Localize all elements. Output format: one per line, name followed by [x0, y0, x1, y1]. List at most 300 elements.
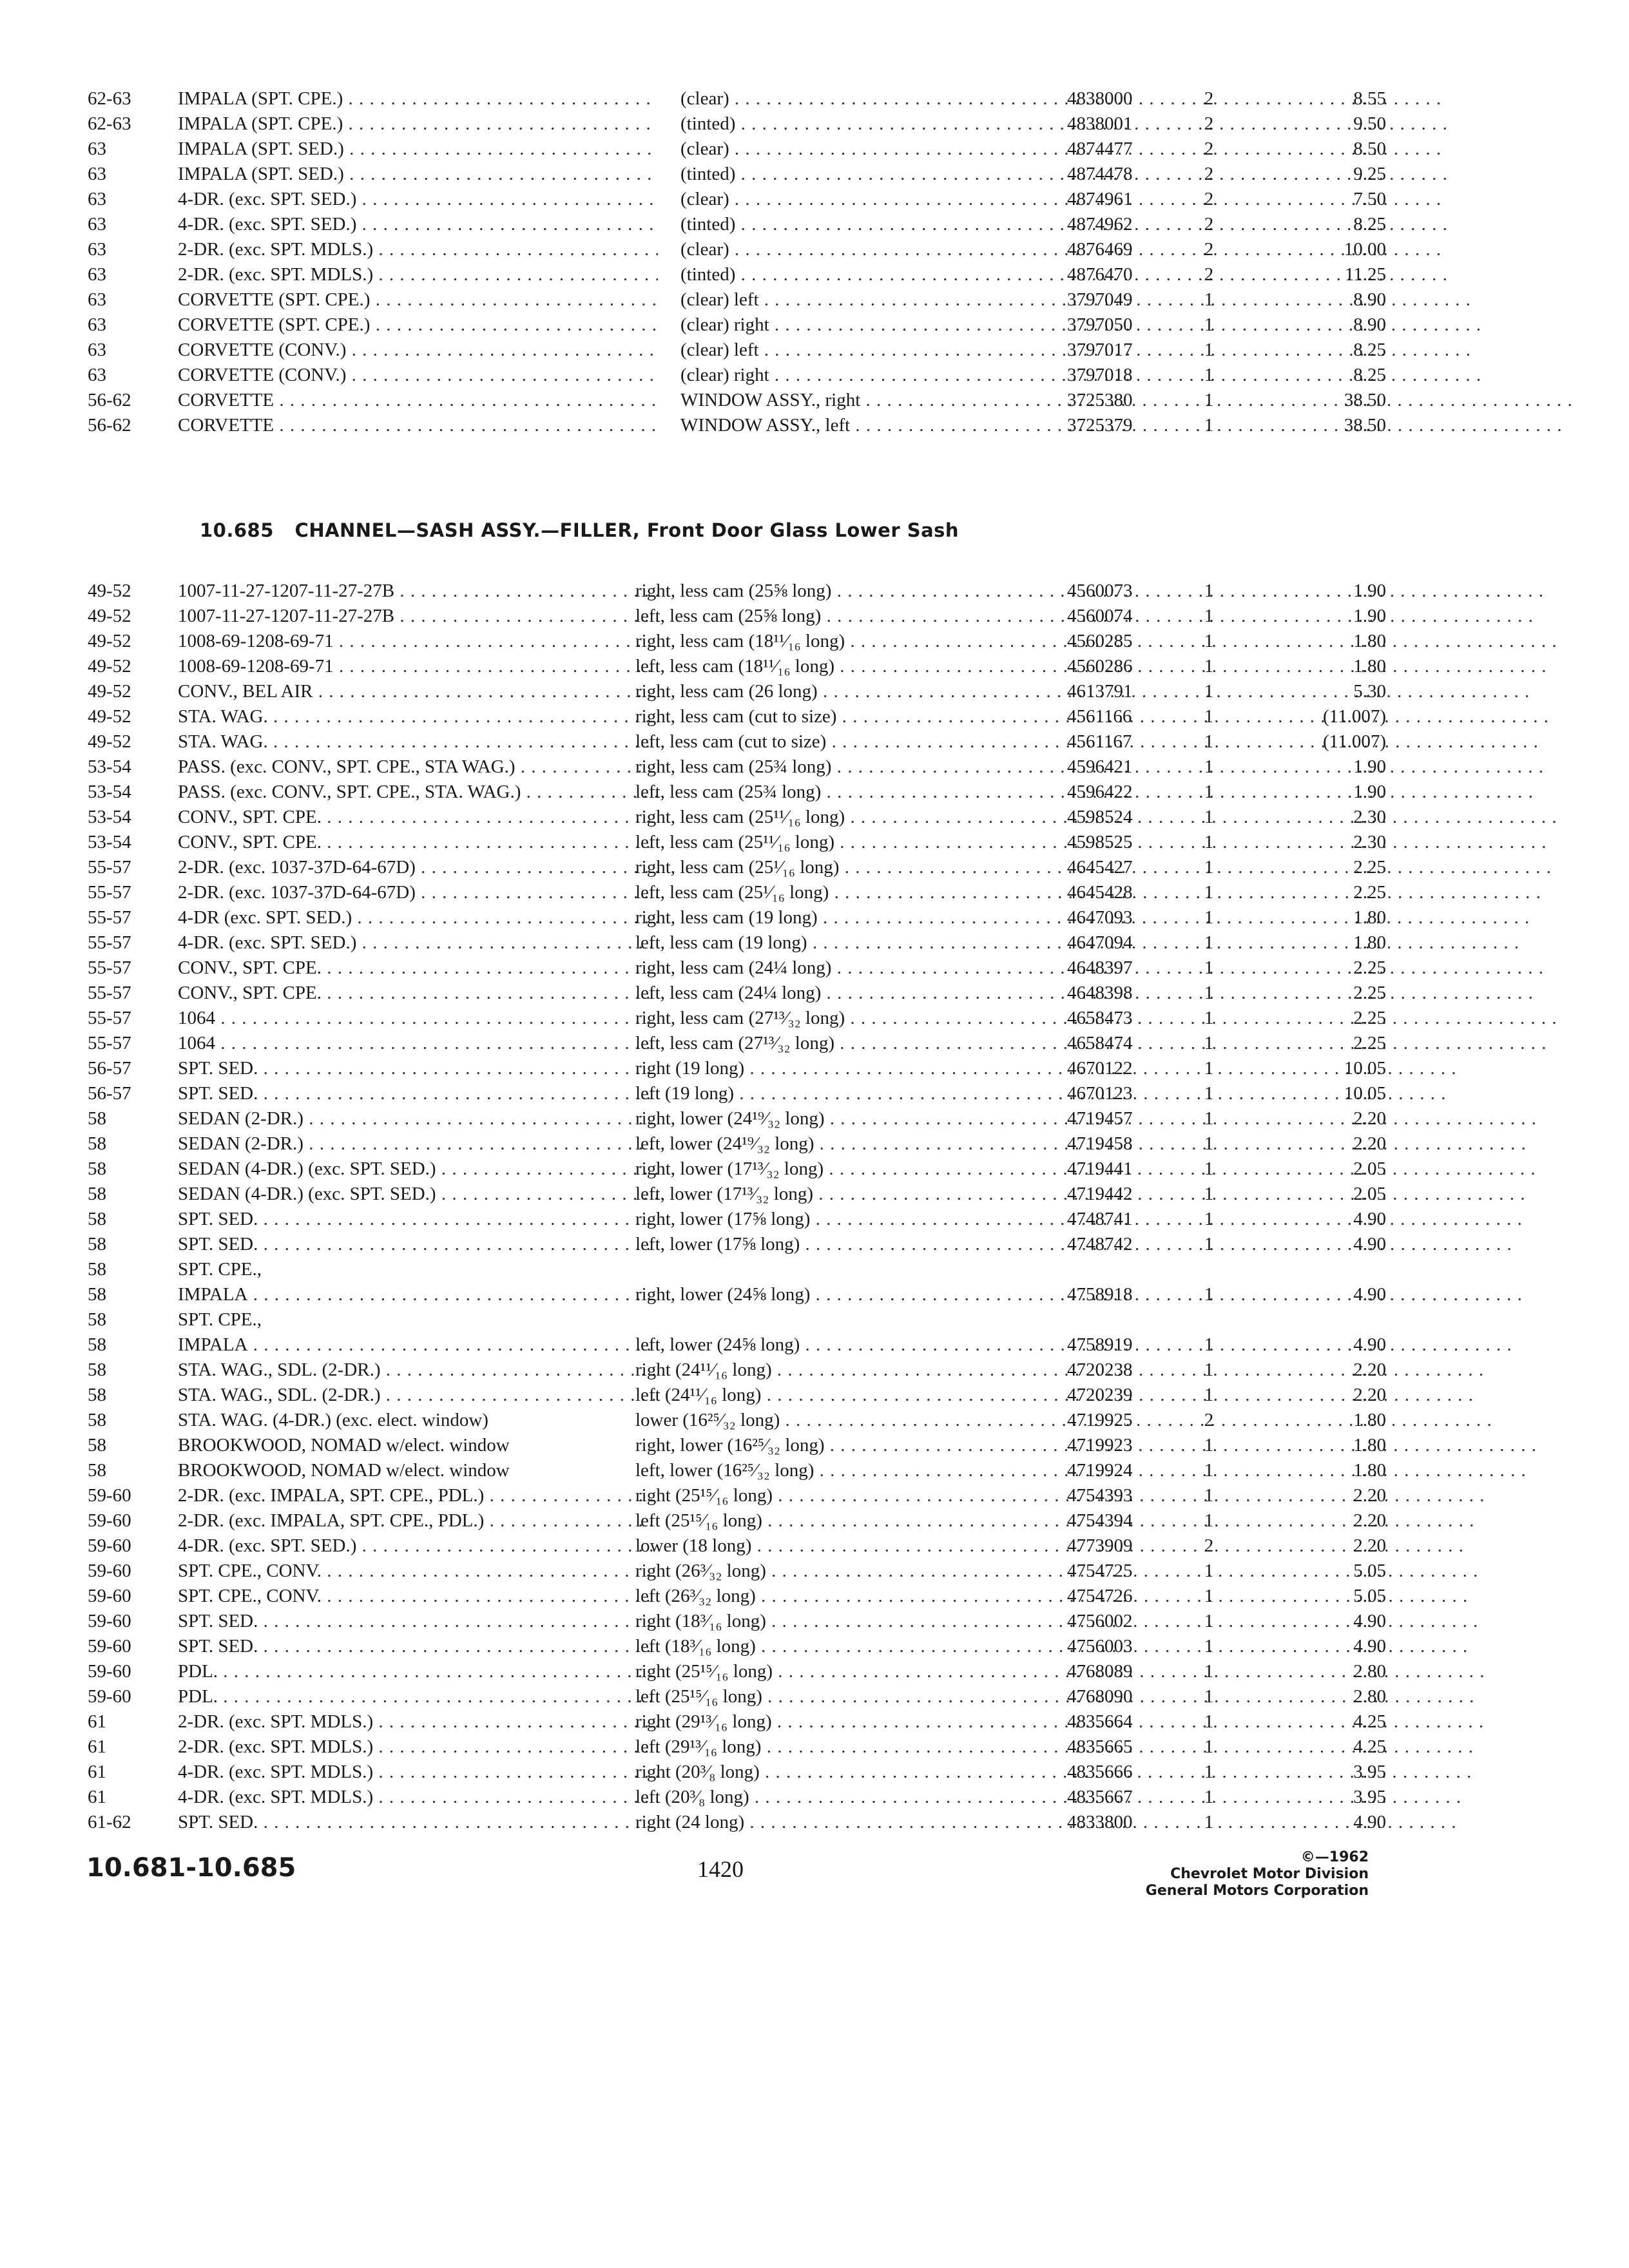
table-row: [88, 1634, 1386, 1659]
table-row: [88, 111, 1386, 137]
model-years: 49-52: [88, 731, 131, 752]
part-number: 4756002: [1067, 1611, 1133, 1631]
price: 1.80: [1353, 631, 1386, 651]
parts-table-bottom: [88, 579, 1386, 1835]
quantity: 1: [1204, 731, 1214, 752]
model-description: 2-DR. (exc. IMPALA, SPT. CPE., PDL.) . . .: [178, 1483, 658, 1508]
model-description: BROOKWOOD, NOMAD w/elect. window: [178, 1435, 510, 1456]
quantity: 1: [1204, 415, 1214, 436]
table-row: [88, 1810, 1386, 1835]
part-description: right (24 long) . . .: [635, 1810, 1589, 1835]
part-description: right (25¹⁵⁄₁₆ long) . . .: [635, 1483, 1589, 1508]
part-description: left, less cam (27¹³⁄₃₂ long) . . .: [635, 1031, 1589, 1056]
part-description: right, less cam (25⅝ long) . . .: [635, 579, 1589, 604]
model-years: 59-60: [88, 1661, 131, 1682]
quantity: 1: [1204, 1133, 1214, 1154]
part-description: right, less cam (18¹¹⁄₁₆ long) . . .: [635, 629, 1589, 654]
quantity: 1: [1204, 832, 1214, 852]
part-number: 4835664: [1067, 1711, 1133, 1732]
quantity: 2: [1204, 139, 1214, 159]
part-description: right, lower (24¹⁹⁄₃₂ long) . . .: [635, 1106, 1589, 1131]
model-description: IMPALA . . .: [178, 1332, 658, 1358]
part-number: 4874477: [1067, 139, 1133, 159]
corporation-name: General Motors Corporation: [1145, 1883, 1369, 1899]
price: 4.90: [1353, 1234, 1386, 1254]
table-row: [88, 1760, 1386, 1785]
part-description: right, less cam (27¹³⁄₃₂ long) . . .: [635, 1006, 1589, 1031]
model-years: 53-54: [88, 832, 131, 852]
model-description: SEDAN (2-DR.) . . .: [178, 1131, 658, 1157]
table-row: [88, 363, 1386, 388]
model-years: 63: [88, 340, 106, 360]
part-number: 4754725: [1067, 1561, 1133, 1581]
model-years: 55-57: [88, 957, 131, 978]
price: 2.25: [1353, 857, 1386, 878]
part-number: 4719923: [1067, 1435, 1133, 1456]
part-description: left, lower (24⅝ long) . . .: [635, 1332, 1589, 1358]
table-row: [88, 312, 1386, 338]
price: 4.90: [1353, 1284, 1386, 1305]
group-range: 10.681-10.685: [86, 1853, 296, 1883]
quantity: 1: [1204, 1234, 1214, 1254]
price: 2.25: [1353, 1033, 1386, 1053]
table-row: [88, 1157, 1386, 1182]
model-years: 63: [88, 264, 106, 285]
part-number: 4647093: [1067, 907, 1133, 928]
table-row: [88, 679, 1386, 704]
price: (11.007): [1323, 731, 1386, 752]
quantity: 1: [1204, 1661, 1214, 1682]
part-number: 4768090: [1067, 1686, 1133, 1707]
price: 1.80: [1353, 1410, 1386, 1430]
part-description: left, lower (16²⁵⁄₃₂ long) . . .: [635, 1458, 1589, 1483]
part-description: (tinted) . . .: [680, 212, 1629, 237]
model-years: 62-63: [88, 88, 131, 109]
part-description: left, lower (17⅝ long) . . .: [635, 1232, 1589, 1257]
price: (11.007): [1323, 706, 1386, 727]
price: 8.90: [1353, 314, 1386, 335]
quantity: 1: [1204, 1686, 1214, 1707]
part-number: 4561166: [1067, 706, 1132, 727]
part-number: 4748742: [1067, 1234, 1133, 1254]
model-years: 59-60: [88, 1586, 131, 1606]
model-years: 58: [88, 1259, 106, 1280]
price: 8.25: [1353, 365, 1386, 385]
model-description: CORVETTE (SPT. CPE.) . . .: [178, 287, 658, 312]
model-years: 63: [88, 214, 106, 235]
price: 1.80: [1353, 1435, 1386, 1456]
quantity: 1: [1204, 1787, 1214, 1807]
model-years: 56-62: [88, 415, 131, 436]
part-description: right, lower (17¹³⁄₃₂ long) . . .: [635, 1157, 1589, 1182]
part-number: 4876470: [1067, 264, 1133, 285]
price: 8.25: [1353, 340, 1386, 360]
table-row: [88, 629, 1386, 654]
section-title: CHANNEL—SASH ASSY.—FILLER, Front Door Glass Lower Sash: [294, 519, 959, 541]
price: 9.50: [1353, 113, 1386, 134]
price: 2.20: [1353, 1385, 1386, 1405]
part-number: 3725380: [1067, 390, 1133, 410]
model-description: 4-DR. (exc. SPT. MDLS.) . . .: [178, 1785, 658, 1810]
model-years: 49-52: [88, 681, 131, 702]
quantity: 1: [1204, 1736, 1214, 1757]
part-number: 4596422: [1067, 782, 1133, 802]
model-description: CONV., SPT. CPE. . . .: [178, 805, 658, 830]
price: 3.95: [1353, 1762, 1386, 1782]
quantity: 1: [1204, 1158, 1214, 1179]
price: 2.20: [1353, 1535, 1386, 1556]
part-number: 3725379: [1067, 415, 1133, 436]
part-number: 4647094: [1067, 932, 1133, 953]
part-number: 4756003: [1067, 1636, 1133, 1657]
model-years: 53-54: [88, 807, 131, 827]
price: 1.90: [1353, 756, 1386, 777]
model-description: 4-DR. (exc. SPT. SED.) . . .: [178, 1533, 658, 1559]
quantity: 1: [1204, 1058, 1214, 1079]
model-description: CONV., SPT. CPE. . . .: [178, 956, 658, 981]
price: 2.05: [1353, 1184, 1386, 1204]
part-description: WINDOW ASSY., left . . .: [680, 413, 1629, 438]
price: 2.20: [1353, 1133, 1386, 1154]
model-description: 2-DR. (exc. SPT. MDLS.) . . .: [178, 262, 658, 287]
quantity: 1: [1204, 1636, 1214, 1657]
part-description: right, lower (24⅝ long) . . .: [635, 1282, 1589, 1307]
price: 4.25: [1353, 1711, 1386, 1732]
price: 10.05: [1344, 1083, 1386, 1104]
part-description: right, less cam (cut to size) . . .: [635, 704, 1589, 729]
table-row: [88, 1559, 1386, 1584]
quantity: 1: [1204, 983, 1214, 1003]
price: 5.05: [1353, 1561, 1386, 1581]
model-description: SPT. SED. . . .: [178, 1810, 658, 1835]
table-row: [88, 880, 1386, 905]
table-row: [88, 1785, 1386, 1810]
table-row: [88, 137, 1386, 162]
table-row: [88, 1458, 1386, 1483]
price: 2.30: [1353, 832, 1386, 852]
model-years: 61: [88, 1711, 106, 1732]
part-number: 4560074: [1067, 606, 1133, 626]
part-description: right, lower (17⅝ long) . . .: [635, 1207, 1589, 1232]
price: 2.80: [1353, 1686, 1386, 1707]
quantity: 1: [1204, 289, 1214, 310]
quantity: 2: [1204, 113, 1214, 134]
model-years: 58: [88, 1460, 106, 1481]
table-row: [88, 805, 1386, 830]
quantity: 2: [1204, 164, 1214, 184]
model-description: STA. WAG., SDL. (2-DR.) . . .: [178, 1383, 658, 1408]
table-row: [88, 704, 1386, 729]
model-description: STA. WAG. . . .: [178, 729, 658, 754]
model-description: 1007-11-27-1207-11-27-27B . . .: [178, 604, 658, 629]
model-description: SEDAN (4-DR.) (exc. SPT. SED.) . . .: [178, 1182, 658, 1207]
model-description: CORVETTE . . .: [178, 388, 658, 413]
model-years: 58: [88, 1360, 106, 1380]
part-description: (clear) . . .: [680, 137, 1629, 162]
model-description: SPT. SED. . . .: [178, 1207, 658, 1232]
part-number: 4719457: [1067, 1108, 1133, 1129]
quantity: 2: [1204, 239, 1214, 260]
quantity: 1: [1204, 656, 1214, 677]
part-number: 4773909: [1067, 1535, 1133, 1556]
model-description: 1007-11-27-1207-11-27-27B . . .: [178, 579, 658, 604]
part-number: 4613791: [1067, 681, 1133, 702]
quantity: 1: [1204, 1561, 1214, 1581]
part-description: left, less cam (18¹¹⁄₁₆ long) . . .: [635, 654, 1589, 679]
quantity: 1: [1204, 1812, 1214, 1832]
part-number: 4838001: [1067, 113, 1133, 134]
table-row: [88, 1106, 1386, 1131]
model-description: 4-DR. (exc. SPT. SED.) . . .: [178, 187, 658, 212]
price: 10.00: [1344, 239, 1386, 260]
section-number: 10.685: [200, 519, 274, 541]
part-number: 4719924: [1067, 1460, 1133, 1481]
quantity: 1: [1204, 1334, 1214, 1355]
model-description: SPT. CPE.,: [178, 1309, 262, 1330]
table-row: [88, 1684, 1386, 1709]
part-number: 4748741: [1067, 1209, 1133, 1229]
model-years: 55-57: [88, 932, 131, 953]
part-number: 3797018: [1067, 365, 1133, 385]
part-number: 3797049: [1067, 289, 1133, 310]
table-row: [88, 604, 1386, 629]
part-description: left, less cam (25¾ long) . . .: [635, 780, 1589, 805]
model-years: 61: [88, 1787, 106, 1807]
price: 2.80: [1353, 1661, 1386, 1682]
model-description: SPT. CPE., CONV. . . .: [178, 1559, 658, 1584]
model-years: 63: [88, 314, 106, 335]
part-description: (clear) . . .: [680, 86, 1629, 111]
part-number: 4670122: [1067, 1058, 1133, 1079]
quantity: 1: [1204, 907, 1214, 928]
price: 4.25: [1353, 1736, 1386, 1757]
table-row: [88, 1257, 1312, 1282]
model-description: CORVETTE (CONV.) . . .: [178, 338, 658, 363]
model-years: 58: [88, 1209, 106, 1229]
quantity: 1: [1204, 681, 1214, 702]
model-description: STA. WAG. . . .: [178, 704, 658, 729]
model-years: 58: [88, 1385, 106, 1405]
model-description: CORVETTE (SPT. CPE.) . . .: [178, 312, 658, 338]
model-description: 4-DR (exc. SPT. SED.) . . .: [178, 905, 658, 930]
price: 5.05: [1353, 1586, 1386, 1606]
price: 38.50: [1344, 390, 1386, 410]
model-years: 59-60: [88, 1535, 131, 1556]
price: 8.50: [1353, 139, 1386, 159]
part-description: left (19 long) . . .: [635, 1081, 1589, 1106]
model-years: 63: [88, 289, 106, 310]
model-years: 55-57: [88, 907, 131, 928]
model-years: 61-62: [88, 1812, 131, 1832]
model-description: STA. WAG. (4-DR.) (exc. elect. window): [178, 1410, 488, 1430]
table-row: [88, 1182, 1386, 1207]
part-number: 4754394: [1067, 1510, 1133, 1531]
part-description: lower (16²⁵⁄₃₂ long) . . .: [635, 1408, 1589, 1433]
part-number: 4835665: [1067, 1736, 1133, 1757]
part-description: right (26³⁄₃₂ long) . . .: [635, 1559, 1589, 1584]
price: 1.80: [1353, 656, 1386, 677]
model-years: 56-62: [88, 390, 131, 410]
table-row: [88, 1207, 1386, 1232]
model-description: 4-DR. (exc. SPT. MDLS.) . . .: [178, 1760, 658, 1785]
price: 2.25: [1353, 983, 1386, 1003]
table-row: [88, 1081, 1386, 1106]
part-number: 4874962: [1067, 214, 1133, 235]
model-years: 49-52: [88, 606, 131, 626]
model-years: 61: [88, 1762, 106, 1782]
table-row: [88, 187, 1386, 212]
model-years: 59-60: [88, 1485, 131, 1506]
quantity: 1: [1204, 1209, 1214, 1229]
part-description: WINDOW ASSY., right . . .: [680, 388, 1629, 413]
part-number: 4648398: [1067, 983, 1133, 1003]
part-description: (tinted) . . .: [680, 262, 1629, 287]
part-number: 4768089: [1067, 1661, 1133, 1682]
table-row: [88, 1483, 1386, 1508]
part-number: 4833800: [1067, 1812, 1133, 1832]
table-row: [88, 830, 1386, 855]
model-years: 53-54: [88, 756, 131, 777]
part-number: 4598524: [1067, 807, 1133, 827]
table-row: [88, 237, 1386, 262]
part-description: right, lower (16²⁵⁄₃₂ long) . . .: [635, 1433, 1589, 1458]
price: 2.20: [1353, 1360, 1386, 1380]
quantity: 1: [1204, 932, 1214, 953]
price: 2.05: [1353, 1158, 1386, 1179]
part-number: 4658474: [1067, 1033, 1133, 1053]
model-years: 58: [88, 1284, 106, 1305]
model-years: 56-57: [88, 1083, 131, 1104]
part-number: 4719441: [1067, 1158, 1133, 1179]
model-years: 58: [88, 1234, 106, 1254]
part-description: right, less cam (25¹¹⁄₁₆ long) . . .: [635, 805, 1589, 830]
quantity: 1: [1204, 882, 1214, 903]
table-row: [88, 1533, 1386, 1559]
table-row: [88, 1358, 1386, 1383]
model-years: 61: [88, 1736, 106, 1757]
part-number: 4835666: [1067, 1762, 1133, 1782]
table-row: [88, 905, 1386, 930]
part-description: left, less cam (25¹¹⁄₁₆ long) . . .: [635, 830, 1589, 855]
part-description: left (24¹¹⁄₁₆ long) . . .: [635, 1383, 1589, 1408]
part-number: 4874478: [1067, 164, 1133, 184]
price: 8.25: [1353, 214, 1386, 235]
price: 1.80: [1353, 1460, 1386, 1481]
part-description: lower (18 long) . . .: [635, 1533, 1589, 1559]
part-number: 4758918: [1067, 1284, 1133, 1305]
quantity: 2: [1204, 189, 1214, 209]
model-description: 1008-69-1208-69-71 . . .: [178, 654, 658, 679]
model-years: 58: [88, 1133, 106, 1154]
model-description: 4-DR. (exc. SPT. SED.) . . .: [178, 930, 658, 956]
model-years: 49-52: [88, 631, 131, 651]
model-description: SPT. SED. . . .: [178, 1081, 658, 1106]
part-number: 4560073: [1067, 581, 1133, 601]
model-years: 56-57: [88, 1058, 131, 1079]
model-description: 1008-69-1208-69-71 . . .: [178, 629, 658, 654]
page-number: 1420: [697, 1856, 744, 1882]
model-years: 58: [88, 1435, 106, 1456]
part-number: 4719458: [1067, 1133, 1133, 1154]
quantity: 1: [1204, 1385, 1214, 1405]
price: 2.25: [1353, 1008, 1386, 1028]
quantity: 1: [1204, 1711, 1214, 1732]
part-description: left, less cam (24¼ long) . . .: [635, 981, 1589, 1006]
price: 4.90: [1353, 1611, 1386, 1631]
model-description: SEDAN (4-DR.) (exc. SPT. SED.) . . .: [178, 1157, 658, 1182]
part-number: 3797050: [1067, 314, 1133, 335]
model-years: 59-60: [88, 1686, 131, 1707]
price: 4.90: [1353, 1209, 1386, 1229]
table-row: [88, 1056, 1386, 1081]
part-number: 4598525: [1067, 832, 1133, 852]
part-number: 4720238: [1067, 1360, 1133, 1380]
part-description: right, less cam (19 long) . . .: [635, 905, 1589, 930]
model-description: CORVETTE (CONV.) . . .: [178, 363, 658, 388]
price: 9.25: [1353, 164, 1386, 184]
price: 3.95: [1353, 1787, 1386, 1807]
model-description: SPT. SED. . . .: [178, 1232, 658, 1257]
part-number: 4838000: [1067, 88, 1133, 109]
quantity: 1: [1204, 390, 1214, 410]
part-number: 4758919: [1067, 1334, 1133, 1355]
model-years: 49-52: [88, 581, 131, 601]
model-description: 2-DR. (exc. 1037-37D-64-67D) . . .: [178, 880, 658, 905]
quantity: 2: [1204, 214, 1214, 235]
model-description: IMPALA (SPT. CPE.) . . .: [178, 111, 658, 137]
model-description: CORVETTE . . .: [178, 413, 658, 438]
model-description: SEDAN (2-DR.) . . .: [178, 1106, 658, 1131]
quantity: 1: [1204, 606, 1214, 626]
table-row: [88, 388, 1386, 413]
part-description: right, less cam (25¾ long) . . .: [635, 754, 1589, 780]
part-number: 4560286: [1067, 656, 1133, 677]
table-row: [88, 1031, 1386, 1056]
quantity: 2: [1204, 88, 1214, 109]
price: 8.90: [1353, 289, 1386, 310]
quantity: 1: [1204, 1762, 1214, 1782]
model-description: BROOKWOOD, NOMAD w/elect. window: [178, 1460, 510, 1481]
quantity: 1: [1204, 706, 1214, 727]
model-description: 1064 . . .: [178, 1006, 658, 1031]
quantity: 1: [1204, 1033, 1214, 1053]
table-row: [88, 1307, 1312, 1332]
price: 8.55: [1353, 88, 1386, 109]
part-description: left (26³⁄₃₂ long) . . .: [635, 1584, 1589, 1609]
price: 38.50: [1344, 415, 1386, 436]
part-description: right (20³⁄₈ long) . . .: [635, 1760, 1589, 1785]
model-description: SPT. SED. . . .: [178, 1634, 658, 1659]
model-description: SPT. SED. . . .: [178, 1609, 658, 1634]
price: 2.25: [1353, 957, 1386, 978]
part-number: 4720239: [1067, 1385, 1133, 1405]
table-row: [88, 262, 1386, 287]
part-description: (tinted) . . .: [680, 111, 1629, 137]
quantity: 1: [1204, 1435, 1214, 1456]
part-description: (clear) left . . .: [680, 287, 1629, 312]
model-description: 2-DR. (exc. IMPALA, SPT. CPE., PDL.) . . .: [178, 1508, 658, 1533]
model-years: 58: [88, 1309, 106, 1330]
model-years: 59-60: [88, 1561, 131, 1581]
table-row: [88, 413, 1386, 438]
price: 2.20: [1353, 1510, 1386, 1531]
price: 10.05: [1344, 1058, 1386, 1079]
table-row: [88, 1383, 1386, 1408]
model-years: 59-60: [88, 1510, 131, 1531]
part-description: left, lower (24¹⁹⁄₃₂ long) . . .: [635, 1131, 1589, 1157]
model-years: 63: [88, 139, 106, 159]
part-description: (clear) right . . .: [680, 312, 1629, 338]
